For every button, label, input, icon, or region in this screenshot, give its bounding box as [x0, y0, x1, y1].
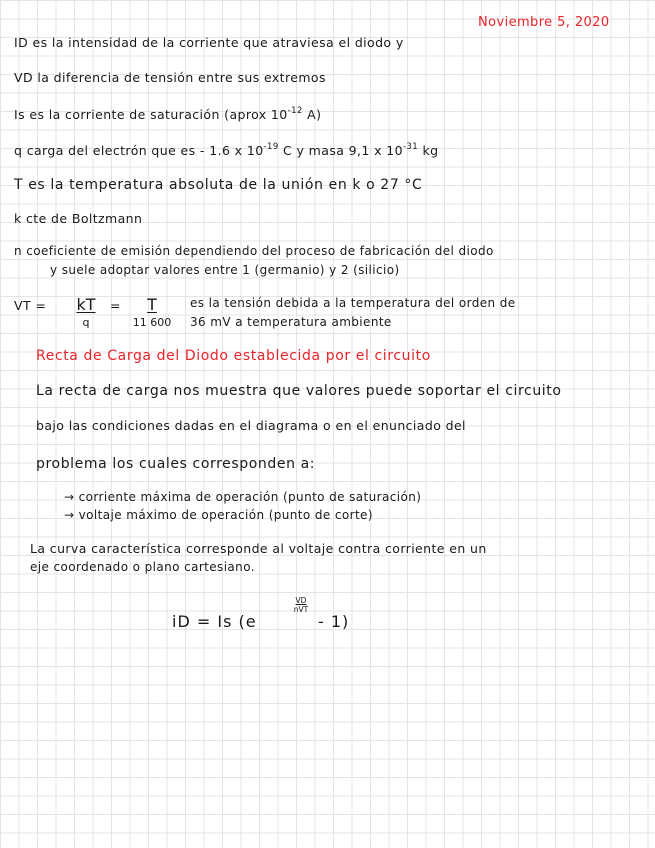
paragraph-line2: bajo las condiciones dadas en el diagrama o en el enunciado del [36, 418, 466, 433]
diode-equation-tail: - 1) [318, 612, 350, 631]
diode-equation-exponent [288, 597, 314, 613]
bullet-cutoff: → voltaje máximo de operación (punto de corte) [64, 508, 373, 522]
paragraph-line3: problema los cuales corresponden a: [36, 456, 316, 472]
paragraph-line1: La recta de carga nos muestra que valores puede soportar el circuito [36, 383, 562, 399]
definition-q-exponent-charge: -19 [263, 142, 279, 152]
section-heading: Recta de Carga del Diodo establecida por el circuito [36, 348, 431, 364]
curve-line2: eje coordenado o plano cartesiano. [30, 560, 255, 574]
definition-q-text: q carga del electrón que es - 1.6 x 10 [14, 143, 264, 158]
vt-equals: = [110, 298, 121, 313]
definition-is-unit: A) [302, 107, 322, 122]
diode-equation-exponent-numerator: VD [295, 596, 307, 605]
vt-fraction-t-11600 [127, 297, 177, 328]
definition-is [14, 107, 321, 122]
definition-q-unit: kg [418, 143, 439, 158]
definition-is-text: Is es la corriente de saturación (aprox 10 [14, 107, 288, 122]
definition-n-line1: n coeficiente de emisión dependiendo del proceso de fabricación del diodo [14, 244, 494, 258]
definition-is-exponent: -12 [287, 106, 303, 116]
definition-k: k cte de Boltzmann [14, 211, 143, 226]
vt-fraction-t-denominator: 11 600 [132, 316, 172, 329]
vt-description-line1: es la tensión debida a la temperatura del orden de [190, 296, 516, 310]
vt-fraction-kt-q [66, 297, 106, 328]
vt-label: VT = [14, 298, 47, 313]
vt-fraction-kt-numerator: kT [76, 295, 96, 314]
vt-fraction-kt-denominator: q [82, 316, 90, 329]
vt-fraction-t-numerator: T [147, 295, 157, 314]
definition-t: T es la temperatura absoluta de la unión en k o 27 °C [14, 177, 423, 193]
vt-description-line2: 36 mV a temperatura ambiente [190, 315, 392, 329]
definition-q [14, 143, 438, 158]
diode-equation-exponent-denominator: nVT [293, 604, 309, 614]
definition-id: ID es la intensidad de la corriente que atraviesa el diodo y [14, 35, 404, 50]
definition-q-exponent-mass: -31 [403, 142, 419, 152]
definition-n-line2: y suele adoptar valores entre 1 (germanio) y 2 (silicio) [50, 263, 400, 277]
definition-q-mass: C y masa 9,1 x 10 [278, 143, 403, 158]
diode-equation-base: iD = Is (e [172, 612, 257, 631]
curve-line1: La curva característica corresponde al voltaje contra corriente en un [30, 541, 487, 556]
definition-vd: VD la diferencia de tensión entre sus extremos [14, 70, 326, 85]
date: Noviembre 5, 2020 [478, 15, 610, 30]
bullet-saturation: → corriente máxima de operación (punto de saturación) [64, 490, 422, 504]
